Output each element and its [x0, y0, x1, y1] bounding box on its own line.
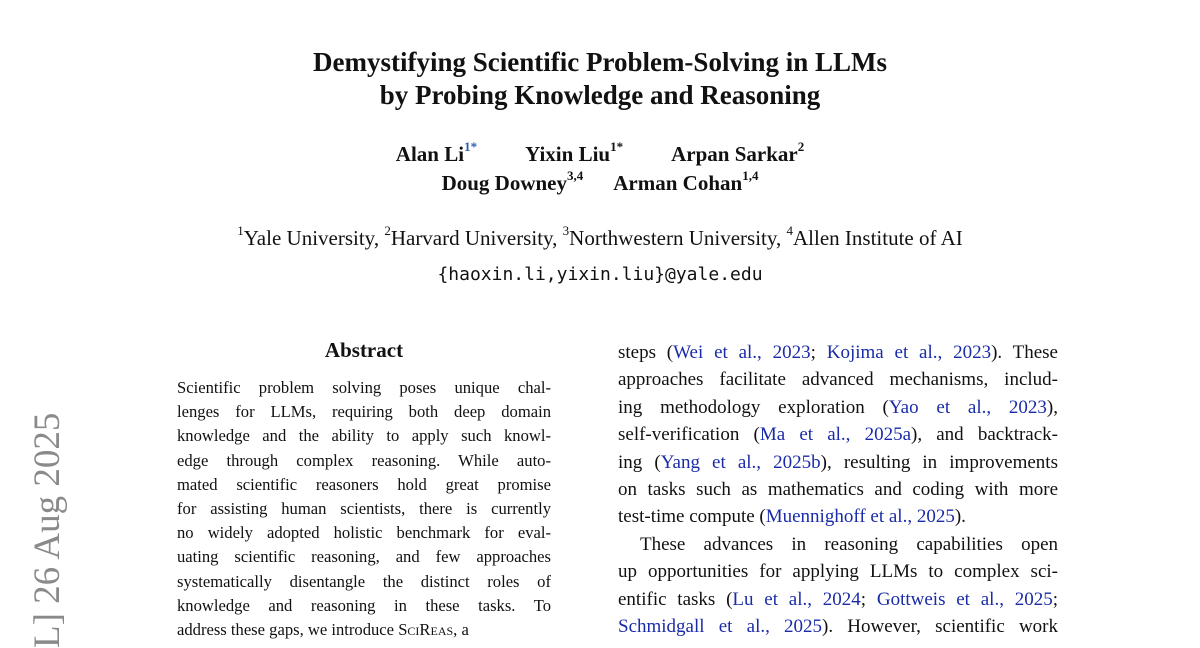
body-line: up opportunities for applying LLMs to complex sci- [618, 561, 1058, 583]
paper-title [0, 46, 1200, 112]
citation-link[interactable]: Gottweis et al., 2025 [876, 588, 1053, 610]
abstract-line: edge through complex reasoning. While auto- [177, 450, 551, 470]
citation-link[interactable]: Muennighoff et al., 2025 [765, 506, 955, 528]
abstract-line: knowledge and reasoning in these tasks. To [177, 595, 551, 615]
body-line: approaches facilitate advanced mechanisms, includ- [618, 369, 1058, 391]
abstract-heading: Abstract [324, 338, 404, 362]
abstract-line: knowledge and the ability to apply such knowl- [177, 426, 551, 446]
arxiv-stamp: L] 26 Aug 2025 [27, 412, 68, 648]
benchmark-name: SciReas [398, 620, 454, 640]
abstract-line: lenges for LLMs, requiring both deep domain [177, 402, 551, 422]
author: Doug Downey$^{3,4}$ [441, 168, 584, 195]
citation-link[interactable]: Wei et al., 2023 [673, 342, 811, 363]
body-line: entific tasks (Lu et al., 2024; Gottweis et al., 2025; [618, 588, 1059, 610]
author: Alan Li$^{1*}$ [395, 139, 478, 166]
body-line: steps (Wei et al., 2023; Kojima et al., 2023). These [618, 342, 1058, 363]
body-line: self-verification (Ma et al., 2025a), and backtrack- [618, 424, 1058, 446]
body-line: ing (Yang et al., 2025b), resulting in improvements [618, 451, 1058, 473]
abstract-line: uating scientific reasoning, and few approaches [177, 547, 551, 567]
citation-link[interactable]: Schmidgall et al., 2025 [618, 616, 823, 638]
abstract-line: mated scientific reasoners hold great promise [177, 474, 551, 494]
abstract-section [177, 336, 551, 642]
abstract-line: no widely adopted holistic benchmark for eval- [177, 523, 551, 543]
author: Arpan Sarkar$^2$ [671, 139, 805, 166]
body-line: Schmidgall et al., 2025). However, scientific work [618, 616, 1058, 638]
citation-link[interactable]: Lu et al., 2024 [732, 588, 861, 610]
author: Arman Cohan$^{1,4}$ [613, 168, 759, 195]
abstract-line: Scientific problem solving poses unique chal- [177, 378, 551, 397]
citation-link[interactable]: Ma et al., 2025a [759, 424, 911, 446]
citation-link[interactable]: Yao et al., 2023 [888, 396, 1047, 418]
abstract-line: address these gaps, we introduce SciReas, a [177, 620, 469, 640]
affiliations: $^1$Yale University, $^2$Harvard University, $^3$Northwestern University, $^4$Allen Institute of AI [237, 223, 963, 250]
abstract-line: systematically disentangle the distinct roles of [177, 571, 551, 591]
author-list [0, 140, 1200, 198]
contact-email: {haoxin.li,yixin.liu}@yale.edu [437, 264, 763, 285]
body-line: test-time compute (Muennighoff et al., 2025). [618, 506, 966, 528]
title-line-2: by Probing Knowledge and Reasoning [379, 80, 821, 110]
body-line: ing methodology exploration (Yao et al., 2023), [618, 396, 1058, 418]
intro-body [618, 339, 1058, 640]
author: Yixin Liu$^{1*}$ [525, 139, 624, 166]
citation-link[interactable]: Yang et al., 2025b [660, 451, 821, 473]
body-line: These advances in reasoning capabilities open [640, 533, 1058, 555]
body-line: on tasks such as mathematics and coding with more [618, 479, 1058, 501]
abstract-line: for assisting human scientists, there is currently [177, 499, 551, 519]
citation-link[interactable]: Kojima et al., 2023 [826, 342, 992, 363]
title-line-1: Demystifying Scientific Problem-Solving in LLMs [313, 47, 887, 77]
